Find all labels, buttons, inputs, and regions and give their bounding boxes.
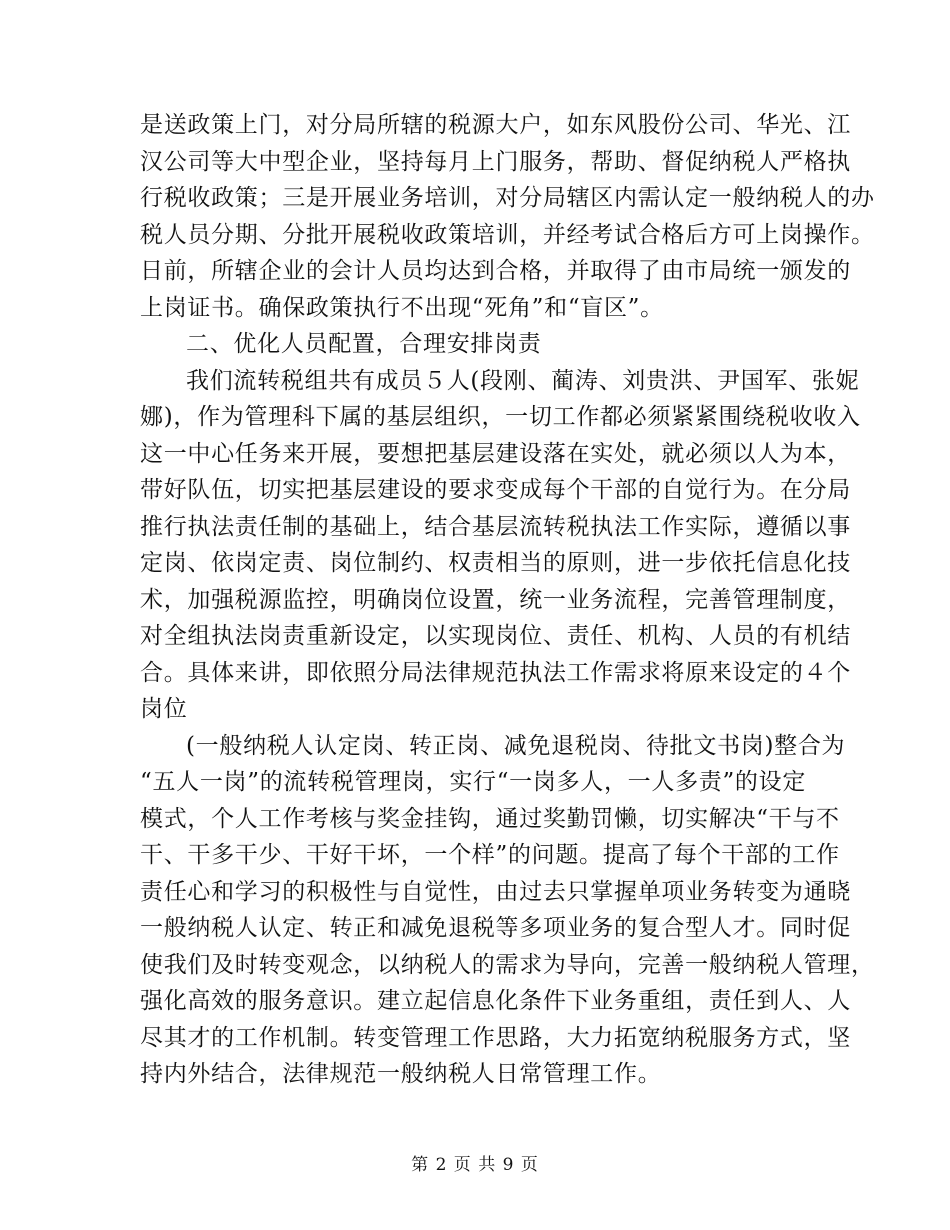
text-line: 这一中心任务来开展，要想把基层建设落在实处，就必须以人为本，	[140, 440, 851, 467]
text-line: (一般纳税人认定岗、转正岗、减免退税岗、待批文书岗)整合为	[186, 732, 846, 759]
text-line: 强化高效的服务意识。建立起信息化条件下业务重组，责任到人、人	[140, 988, 851, 1014]
text-line: 上岗证书。确保政策执行不出现“死角”和“盲区”。	[140, 294, 664, 321]
text-line: 责任心和学习的积极性与自觉性，由过去只掌握单项业务转变为通晓	[140, 878, 851, 905]
text-line: 对全组执法岗责重新设定，以实现岗位、责任、机构、人员的有机结	[140, 623, 851, 649]
text-line: “五人一岗”的流转税管理岗，实行“一岗多人，一人多责”的设定	[140, 769, 807, 795]
text-line: 汉公司等大中型企业，坚持每月上门服务，帮助、督促纳税人严格执	[140, 148, 851, 175]
text-line: 是送政策上门，对分局所辖的税源大户，如东风股份公司、华光、江	[140, 112, 851, 138]
text-line: 我们流转税组共有成员５人(段刚、蔺涛、刘贵洪、尹国军、张妮	[186, 367, 860, 394]
text-line: 尽其才的工作机制。转变管理工作思路，大力拓宽纳税服务方式，坚	[140, 1024, 851, 1051]
text-line: 模式，个人工作考核与奖金挂钩，通过奖勤罚懒，切实解决“干与不	[140, 805, 840, 832]
text-line: 带好队伍，切实把基层建设的要求变成每个干部的自觉行为。在分局	[140, 477, 851, 503]
page-number: 第 2 页 共 9 页	[411, 1155, 539, 1175]
text-line: 岗位	[140, 696, 188, 722]
text-line: 术，加强税源监控，明确岗位设置，统一业务流程，完善管理制度，	[140, 586, 851, 613]
text-line: 娜)，作为管理科下属的基层组织，一切工作都必须紧紧围绕税收收入	[140, 404, 861, 430]
body-text	[140, 107, 875, 1093]
text-line: 使我们及时转变观念，以纳税人的需求为导向，完善一般纳税人管理，	[140, 951, 875, 978]
text-line: 推行执法责任制的基础上，结合基层流转税执法工作实际，遵循以事	[140, 513, 851, 540]
text-line: 干、干多干少、干好干坏，一个样”的问题。提高了每个干部的工作	[140, 842, 840, 868]
text-line: 一般纳税人认定、转正和减免退税等多项业务的复合型人才。同时促	[140, 915, 851, 941]
text-line: 行税收政策；三是开展业务培训，对分局辖区内需认定一般纳税人的办	[140, 185, 875, 211]
text-line: 合。具体来讲，即依照分局法律规范执法工作需求将原来设定的４个	[140, 659, 851, 686]
text-line: 持内外结合，法律规范一般纳税人日常管理工作。	[140, 1061, 662, 1087]
section-heading: 二、优化人员配置，合理安排岗责	[186, 331, 542, 357]
text-line: 日前，所辖企业的会计人员均达到合格，并取得了由市局统一颁发的	[140, 258, 851, 284]
text-line: 税人员分期、分批开展税收政策培训，并经考试合格后方可上岗操作。	[140, 221, 875, 248]
text-line: 定岗、依岗定责、岗位制约、权责相当的原则，进一步依托信息化技	[140, 550, 851, 576]
